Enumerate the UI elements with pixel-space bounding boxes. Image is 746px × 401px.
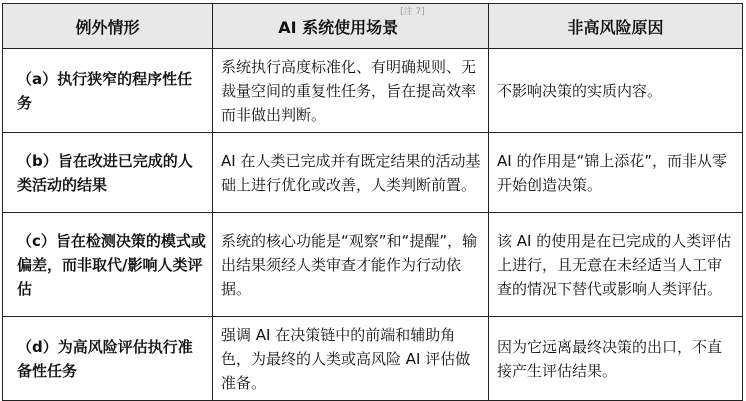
reason-cell: 不影响决策的实质内容。	[489, 49, 743, 133]
table-row	[3, 213, 743, 317]
reason-cell: 该 AI 的使用是在已完成的人类评估上进行，且无意在未经适当人工审查的情况下替代或影响人类评估。	[489, 213, 743, 317]
exceptions-table	[2, 3, 743, 401]
reason-cell: 因为它远离最终决策的出口，不直接产生评估结果。	[489, 317, 743, 401]
footnote-marker: [注 7]	[400, 7, 425, 18]
table-row	[3, 317, 743, 401]
table-row	[3, 49, 743, 133]
header-ai-usage-scenario	[213, 4, 489, 49]
scenario-cell: 系统的核心功能是“观察”和“提醒”，输出结果须经人类审查才能作为行动依据。	[213, 213, 489, 317]
exception-case-cell: （b）旨在改进已完成的人类活动的结果	[3, 133, 213, 213]
table-header-row	[3, 4, 743, 49]
reason-cell: AI 的作用是“锦上添花”，而非从零开始创造决策。	[489, 133, 743, 213]
table-row	[3, 133, 743, 213]
scenario-cell: 系统执行高度标准化、有明确规则、无裁量空间的重复性任务，旨在提高效率而非做出判断。	[213, 49, 489, 133]
exception-case-cell: （c）旨在检测决策的模式或偏差，而非取代/影响人类评估	[3, 213, 213, 317]
header-exception-case	[3, 4, 213, 49]
exception-case-cell: （d）为高风险评估执行准备性任务	[3, 317, 213, 401]
header-ai-usage-scenario-label: AI 系统使用场景	[278, 17, 399, 37]
header-non-high-risk-reason-label: 非高风险原因	[567, 17, 664, 37]
scenario-cell: AI 在人类已完成并有既定结果的活动基础上进行优化或改善，人类判断前置。	[213, 133, 489, 213]
header-exception-case-label: 例外情形	[75, 17, 140, 37]
header-non-high-risk-reason	[489, 4, 743, 49]
exception-case-cell: （a）执行狭窄的程序性任务	[3, 49, 213, 133]
scenario-cell: 强调 AI 在决策链中的前端和辅助角色，为最终的人类或高风险 AI 评估做准备。	[213, 317, 489, 401]
